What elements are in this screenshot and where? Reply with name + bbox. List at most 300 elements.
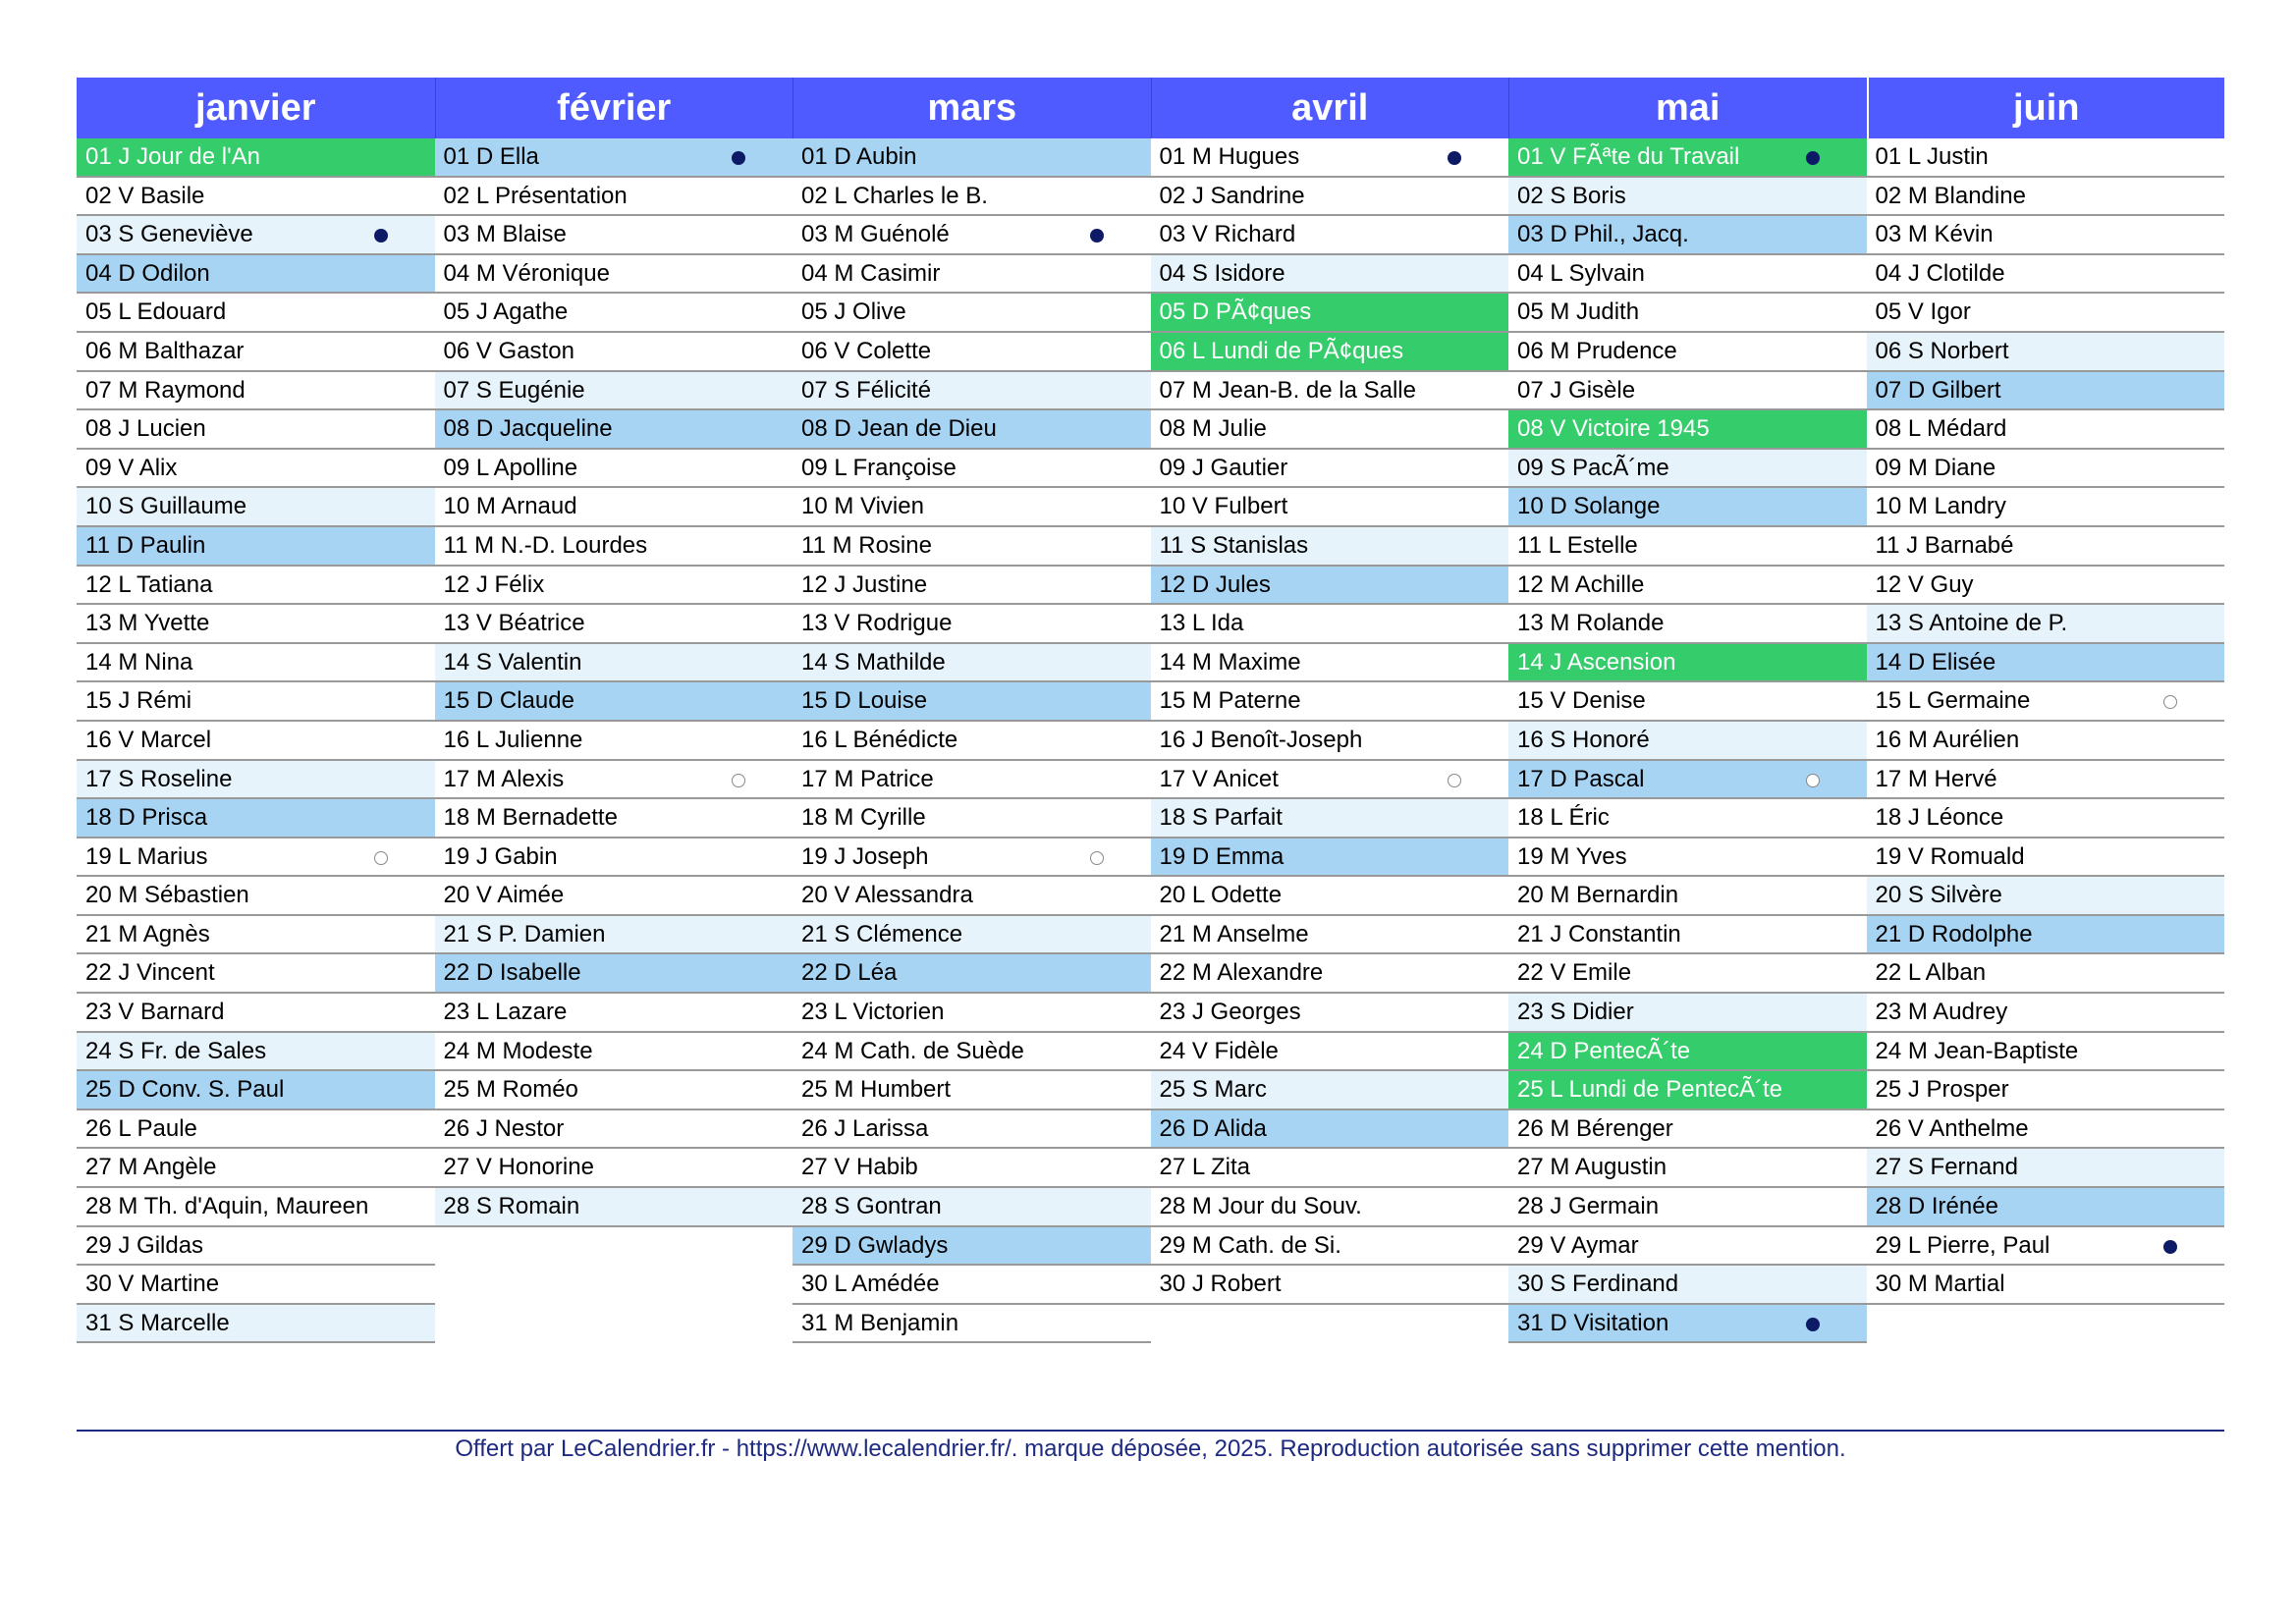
day-row bbox=[77, 178, 435, 217]
day-label: 18 L Éric bbox=[1517, 804, 1610, 832]
day-label: 23 S Didier bbox=[1517, 999, 1634, 1026]
day-label: 25 S Marc bbox=[1159, 1076, 1267, 1104]
day-label: 28 S Gontran bbox=[801, 1193, 942, 1220]
day-label: 07 S Félicité bbox=[801, 376, 932, 404]
day-row bbox=[77, 605, 435, 644]
day-row bbox=[1151, 799, 1509, 839]
day-label: 20 V Aimée bbox=[443, 882, 565, 909]
day-row bbox=[1508, 1266, 1867, 1305]
day-row bbox=[1867, 255, 2225, 295]
day-row bbox=[77, 1149, 435, 1188]
day-row bbox=[1508, 644, 1867, 683]
day-label: 29 V Aymar bbox=[1517, 1231, 1639, 1259]
day-row bbox=[793, 1227, 1151, 1267]
day-row bbox=[793, 722, 1151, 761]
day-label: 26 V Anthelme bbox=[1875, 1114, 2029, 1142]
day-row bbox=[1151, 722, 1509, 761]
day-label: 19 D Emma bbox=[1159, 842, 1285, 870]
day-row bbox=[1867, 916, 2225, 955]
day-row bbox=[435, 294, 793, 333]
day-label: 23 M Audrey bbox=[1875, 999, 2008, 1026]
day-row bbox=[1508, 294, 1867, 333]
full-moon-icon bbox=[1806, 774, 1820, 787]
day-row bbox=[1867, 527, 2225, 567]
day-row bbox=[77, 1071, 435, 1110]
day-label: 23 V Barnard bbox=[85, 999, 225, 1026]
day-row bbox=[1508, 255, 1867, 295]
day-label: 10 V Fulbert bbox=[1159, 493, 1288, 520]
day-row bbox=[793, 450, 1151, 489]
month-column bbox=[1508, 78, 1867, 1343]
day-label: 10 S Guillaume bbox=[85, 493, 247, 520]
day-label: 25 M Roméo bbox=[443, 1076, 578, 1104]
day-row bbox=[1508, 372, 1867, 411]
day-label: 08 L Médard bbox=[1875, 415, 2007, 443]
day-row bbox=[793, 799, 1151, 839]
day-label: 14 S Valentin bbox=[443, 648, 582, 676]
day-label: 05 J Olive bbox=[801, 298, 906, 326]
day-label: 12 J Justine bbox=[801, 570, 928, 598]
day-row bbox=[435, 1071, 793, 1110]
day-label: 12 D Jules bbox=[1159, 570, 1271, 598]
day-label: 04 M Casimir bbox=[801, 259, 941, 287]
day-row bbox=[793, 567, 1151, 606]
day-label: 11 M N.-D. Lourdes bbox=[443, 531, 648, 559]
day-label: 31 S Marcelle bbox=[85, 1309, 230, 1336]
day-row bbox=[1867, 1033, 2225, 1072]
day-label: 03 V Richard bbox=[1159, 221, 1296, 248]
day-row bbox=[77, 333, 435, 372]
day-label: 26 J Nestor bbox=[443, 1114, 565, 1142]
month-column bbox=[77, 78, 435, 1343]
day-row bbox=[1867, 799, 2225, 839]
day-label: 14 M Maxime bbox=[1159, 648, 1301, 676]
day-label: 17 M Hervé bbox=[1875, 765, 1997, 792]
day-row bbox=[1867, 1110, 2225, 1150]
day-row bbox=[793, 1071, 1151, 1110]
day-label: 11 J Barnabé bbox=[1875, 531, 2014, 559]
day-label: 06 M Prudence bbox=[1517, 337, 1677, 364]
day-label: 17 V Anicet bbox=[1159, 765, 1279, 792]
day-label: 08 D Jacqueline bbox=[443, 415, 613, 443]
day-row bbox=[77, 839, 435, 878]
day-label: 14 D Elisée bbox=[1875, 648, 1996, 676]
day-label: 03 S Geneviève bbox=[85, 221, 253, 248]
day-row bbox=[1151, 216, 1509, 255]
day-row bbox=[1508, 567, 1867, 606]
day-label: 24 D PentecÃ´te bbox=[1517, 1037, 1691, 1064]
day-row bbox=[1867, 178, 2225, 217]
day-row bbox=[793, 1305, 1151, 1344]
day-label: 04 J Clotilde bbox=[1875, 259, 2005, 287]
day-row bbox=[1508, 138, 1867, 178]
day-label: 16 L Julienne bbox=[443, 726, 583, 753]
day-row bbox=[793, 294, 1151, 333]
day-label: 28 D Irénée bbox=[1875, 1193, 1998, 1220]
day-row bbox=[435, 450, 793, 489]
full-moon-icon bbox=[374, 851, 388, 865]
day-row bbox=[793, 994, 1151, 1033]
day-label: 18 J Léonce bbox=[1875, 804, 2004, 832]
day-label: 02 L Présentation bbox=[443, 182, 628, 209]
day-row bbox=[435, 410, 793, 450]
day-label: 08 V Victoire 1945 bbox=[1517, 415, 1710, 443]
day-label: 27 V Habib bbox=[801, 1154, 918, 1181]
day-label: 26 J Larissa bbox=[801, 1114, 929, 1142]
day-row bbox=[1867, 1071, 2225, 1110]
day-row bbox=[435, 682, 793, 722]
new-moon-icon bbox=[374, 229, 388, 243]
day-label: 19 L Marius bbox=[85, 842, 208, 870]
day-label: 25 L Lundi de PentecÃ´te bbox=[1517, 1076, 1782, 1104]
day-label: 10 M Landry bbox=[1875, 493, 2006, 520]
day-row bbox=[1867, 644, 2225, 683]
day-label: 28 M Jour du Souv. bbox=[1159, 1193, 1362, 1220]
day-label: 19 V Romuald bbox=[1875, 842, 2025, 870]
day-label: 11 S Stanislas bbox=[1159, 531, 1309, 559]
day-label: 27 L Zita bbox=[1159, 1154, 1250, 1181]
day-row bbox=[1508, 682, 1867, 722]
day-row bbox=[435, 722, 793, 761]
day-row bbox=[1867, 333, 2225, 372]
day-label: 22 V Emile bbox=[1517, 959, 1632, 987]
day-row bbox=[77, 1227, 435, 1267]
day-row bbox=[435, 916, 793, 955]
day-label: 09 V Alix bbox=[85, 454, 178, 481]
day-label: 03 M Blaise bbox=[443, 221, 567, 248]
day-label: 06 V Colette bbox=[801, 337, 932, 364]
day-row bbox=[1151, 488, 1509, 527]
day-label: 08 D Jean de Dieu bbox=[801, 415, 997, 443]
day-label: 04 M Véronique bbox=[443, 259, 610, 287]
day-row bbox=[77, 682, 435, 722]
day-label: 12 V Guy bbox=[1875, 570, 1974, 598]
day-row bbox=[1508, 527, 1867, 567]
day-row bbox=[793, 488, 1151, 527]
day-label: 15 L Germaine bbox=[1875, 687, 2031, 715]
day-label: 19 M Yves bbox=[1517, 842, 1627, 870]
day-row bbox=[793, 1033, 1151, 1072]
day-label: 16 L Bénédicte bbox=[801, 726, 958, 753]
day-row bbox=[77, 761, 435, 800]
day-row bbox=[1151, 138, 1509, 178]
day-label: 26 L Paule bbox=[85, 1114, 197, 1142]
full-moon-icon bbox=[732, 774, 745, 787]
day-label: 29 J Gildas bbox=[85, 1231, 204, 1259]
day-row bbox=[435, 488, 793, 527]
day-label: 09 J Gautier bbox=[1159, 454, 1288, 481]
day-label: 31 D Visitation bbox=[1517, 1309, 1669, 1336]
month-column bbox=[435, 78, 793, 1343]
day-row bbox=[77, 372, 435, 411]
day-label: 15 M Paterne bbox=[1159, 687, 1301, 715]
day-row bbox=[1867, 216, 2225, 255]
day-label: 05 J Agathe bbox=[443, 298, 569, 326]
day-row bbox=[1508, 1188, 1867, 1227]
day-label: 13 V Béatrice bbox=[443, 610, 585, 637]
day-row bbox=[1508, 605, 1867, 644]
day-row bbox=[1867, 450, 2225, 489]
day-label: 06 V Gaston bbox=[443, 337, 574, 364]
day-row bbox=[1151, 450, 1509, 489]
day-row bbox=[77, 877, 435, 916]
day-row bbox=[1867, 567, 2225, 606]
day-label: 31 M Benjamin bbox=[801, 1309, 959, 1336]
day-row bbox=[1151, 1188, 1509, 1227]
day-label: 25 M Humbert bbox=[801, 1076, 952, 1104]
day-row bbox=[77, 294, 435, 333]
day-label: 23 J Georges bbox=[1159, 999, 1301, 1026]
day-label: 05 M Judith bbox=[1517, 298, 1640, 326]
day-label: 20 L Odette bbox=[1159, 882, 1283, 909]
day-label: 07 M Jean-B. de la Salle bbox=[1159, 376, 1416, 404]
day-row bbox=[77, 722, 435, 761]
day-row bbox=[793, 839, 1151, 878]
day-row bbox=[435, 1033, 793, 1072]
day-row bbox=[1151, 1266, 1509, 1305]
day-label: 24 M Modeste bbox=[443, 1037, 593, 1064]
day-row bbox=[1151, 644, 1509, 683]
day-label: 10 M Vivien bbox=[801, 493, 924, 520]
month-header: avril bbox=[1151, 78, 1509, 138]
day-label: 07 D Gilbert bbox=[1875, 376, 2001, 404]
day-row bbox=[77, 138, 435, 178]
day-row bbox=[435, 954, 793, 994]
day-row bbox=[1867, 954, 2225, 994]
day-label: 07 J Gisèle bbox=[1517, 376, 1636, 404]
day-label: 21 S P. Damien bbox=[443, 920, 606, 947]
day-label: 22 M Alexandre bbox=[1159, 959, 1324, 987]
day-row bbox=[1151, 527, 1509, 567]
day-label: 13 L Ida bbox=[1159, 610, 1244, 637]
day-row bbox=[77, 1305, 435, 1344]
day-row bbox=[1151, 410, 1509, 450]
day-row bbox=[1508, 722, 1867, 761]
full-moon-icon bbox=[1090, 851, 1104, 865]
day-label: 22 L Alban bbox=[1875, 959, 1987, 987]
day-row bbox=[793, 216, 1151, 255]
day-row bbox=[793, 605, 1151, 644]
day-row bbox=[435, 567, 793, 606]
day-row bbox=[1508, 178, 1867, 217]
day-label: 21 S Clémence bbox=[801, 920, 963, 947]
day-row bbox=[1867, 410, 2225, 450]
day-label: 12 L Tatiana bbox=[85, 570, 213, 598]
day-label: 26 M Bérenger bbox=[1517, 1114, 1673, 1142]
day-label: 16 J Benoît-Joseph bbox=[1159, 726, 1363, 753]
day-row bbox=[1867, 138, 2225, 178]
day-row bbox=[1508, 916, 1867, 955]
day-row bbox=[435, 1188, 793, 1227]
day-label: 21 M Anselme bbox=[1159, 920, 1309, 947]
day-label: 01 D Aubin bbox=[801, 143, 917, 170]
day-label: 30 J Robert bbox=[1159, 1271, 1282, 1298]
day-row bbox=[1508, 954, 1867, 994]
day-row bbox=[1151, 839, 1509, 878]
day-label: 04 L Sylvain bbox=[1517, 259, 1645, 287]
footer-divider bbox=[77, 1430, 2224, 1432]
day-label: 17 S Roseline bbox=[85, 765, 233, 792]
full-moon-icon bbox=[2163, 695, 2177, 709]
day-label: 29 M Cath. de Si. bbox=[1159, 1231, 1341, 1259]
day-label: 16 S Honoré bbox=[1517, 726, 1650, 753]
day-row bbox=[793, 138, 1151, 178]
day-label: 17 M Alexis bbox=[443, 765, 565, 792]
new-moon-icon bbox=[1448, 151, 1461, 165]
day-label: 29 D Gwladys bbox=[801, 1231, 949, 1259]
day-row bbox=[1867, 372, 2225, 411]
day-label: 04 S Isidore bbox=[1159, 259, 1285, 287]
day-row bbox=[77, 527, 435, 567]
day-label: 05 V Igor bbox=[1875, 298, 1971, 326]
day-row bbox=[1867, 839, 2225, 878]
day-label: 26 D Alida bbox=[1159, 1114, 1267, 1142]
day-row bbox=[1867, 1149, 2225, 1188]
day-row bbox=[793, 877, 1151, 916]
day-row bbox=[77, 916, 435, 955]
day-row bbox=[435, 527, 793, 567]
day-label: 30 V Martine bbox=[85, 1271, 220, 1298]
day-row bbox=[1508, 488, 1867, 527]
day-row bbox=[1508, 1149, 1867, 1188]
day-label: 01 J Jour de l'An bbox=[85, 143, 261, 170]
day-row bbox=[1151, 294, 1509, 333]
day-row bbox=[435, 644, 793, 683]
month-header: février bbox=[435, 78, 793, 138]
day-label: 11 M Rosine bbox=[801, 531, 932, 559]
day-row bbox=[77, 1188, 435, 1227]
day-row bbox=[1508, 1033, 1867, 1072]
day-label: 01 D Ella bbox=[443, 143, 539, 170]
day-row bbox=[793, 372, 1151, 411]
day-row bbox=[435, 138, 793, 178]
day-row bbox=[77, 1266, 435, 1305]
day-label: 28 J Germain bbox=[1517, 1193, 1660, 1220]
day-label: 30 M Martial bbox=[1875, 1271, 2005, 1298]
day-label: 19 J Joseph bbox=[801, 842, 929, 870]
day-row bbox=[793, 916, 1151, 955]
day-row bbox=[1867, 488, 2225, 527]
day-label: 23 L Lazare bbox=[443, 999, 568, 1026]
day-row bbox=[1508, 1227, 1867, 1267]
month-column bbox=[793, 78, 1151, 1343]
day-label: 10 M Arnaud bbox=[443, 493, 577, 520]
day-label: 16 V Marcel bbox=[85, 726, 212, 753]
day-label: 27 S Fernand bbox=[1875, 1154, 2018, 1181]
day-row bbox=[1867, 1188, 2225, 1227]
day-label: 20 V Alessandra bbox=[801, 882, 973, 909]
new-moon-icon bbox=[1806, 151, 1820, 165]
day-row bbox=[793, 644, 1151, 683]
day-label: 22 D Isabelle bbox=[443, 959, 581, 987]
day-row bbox=[1508, 410, 1867, 450]
new-moon-icon bbox=[1806, 1318, 1820, 1331]
month-header: janvier bbox=[77, 78, 435, 138]
day-row bbox=[1508, 994, 1867, 1033]
day-row bbox=[77, 450, 435, 489]
day-label: 21 M Agnès bbox=[85, 920, 210, 947]
day-row bbox=[435, 839, 793, 878]
day-row bbox=[1508, 799, 1867, 839]
day-label: 11 L Estelle bbox=[1517, 531, 1638, 559]
day-row bbox=[1151, 255, 1509, 295]
month-column bbox=[1151, 78, 1509, 1343]
day-label: 06 L Lundi de PÃ¢ques bbox=[1159, 337, 1404, 364]
day-label: 21 D Rodolphe bbox=[1875, 920, 2033, 947]
day-row bbox=[1151, 916, 1509, 955]
day-label: 24 M Jean-Baptiste bbox=[1875, 1037, 2079, 1064]
day-row bbox=[435, 1149, 793, 1188]
day-row bbox=[1867, 605, 2225, 644]
day-label: 21 J Constantin bbox=[1517, 920, 1681, 947]
day-label: 10 D Solange bbox=[1517, 493, 1661, 520]
day-row bbox=[435, 799, 793, 839]
day-row bbox=[1151, 333, 1509, 372]
day-row bbox=[1867, 877, 2225, 916]
day-label: 02 M Blandine bbox=[1875, 182, 2026, 209]
day-row bbox=[435, 372, 793, 411]
day-row bbox=[77, 216, 435, 255]
day-row bbox=[1508, 450, 1867, 489]
day-label: 19 J Gabin bbox=[443, 842, 558, 870]
day-row bbox=[1151, 372, 1509, 411]
day-label: 01 V FÃªte du Travail bbox=[1517, 143, 1740, 170]
day-label: 09 L Françoise bbox=[801, 454, 957, 481]
day-label: 06 S Norbert bbox=[1875, 337, 2009, 364]
day-label: 12 M Achille bbox=[1517, 570, 1645, 598]
day-row bbox=[793, 1110, 1151, 1150]
day-row bbox=[1151, 954, 1509, 994]
day-label: 28 M Th. d'Aquin, Maureen bbox=[85, 1193, 369, 1220]
day-row bbox=[435, 761, 793, 800]
day-row bbox=[793, 1266, 1151, 1305]
day-row bbox=[793, 682, 1151, 722]
day-label: 01 M Hugues bbox=[1159, 143, 1300, 170]
day-label: 02 S Boris bbox=[1517, 182, 1626, 209]
day-label: 28 S Romain bbox=[443, 1193, 580, 1220]
day-label: 02 V Basile bbox=[85, 182, 205, 209]
full-moon-icon bbox=[1448, 774, 1461, 787]
day-label: 15 J Rémi bbox=[85, 687, 192, 715]
day-row bbox=[793, 1188, 1151, 1227]
day-row bbox=[77, 644, 435, 683]
day-label: 14 S Mathilde bbox=[801, 648, 946, 676]
day-label: 23 L Victorien bbox=[801, 999, 945, 1026]
day-label: 09 L Apolline bbox=[443, 454, 578, 481]
day-label: 02 L Charles le B. bbox=[801, 182, 988, 209]
day-row bbox=[1867, 1266, 2225, 1305]
day-row bbox=[77, 954, 435, 994]
day-row bbox=[435, 255, 793, 295]
day-label: 13 M Rolande bbox=[1517, 610, 1665, 637]
day-row bbox=[1151, 1071, 1509, 1110]
day-label: 20 M Sébastien bbox=[85, 882, 249, 909]
day-label: 18 M Bernadette bbox=[443, 804, 618, 832]
day-row bbox=[793, 527, 1151, 567]
day-row bbox=[435, 605, 793, 644]
day-label: 22 J Vincent bbox=[85, 959, 215, 987]
day-label: 25 J Prosper bbox=[1875, 1076, 2009, 1104]
day-label: 17 M Patrice bbox=[801, 765, 934, 792]
day-row bbox=[793, 178, 1151, 217]
day-row bbox=[1867, 761, 2225, 800]
day-label: 06 M Balthazar bbox=[85, 337, 245, 364]
day-row bbox=[1151, 178, 1509, 217]
day-row bbox=[435, 216, 793, 255]
new-moon-icon bbox=[732, 151, 745, 165]
day-label: 02 J Sandrine bbox=[1159, 182, 1305, 209]
day-label: 24 S Fr. de Sales bbox=[85, 1037, 267, 1064]
